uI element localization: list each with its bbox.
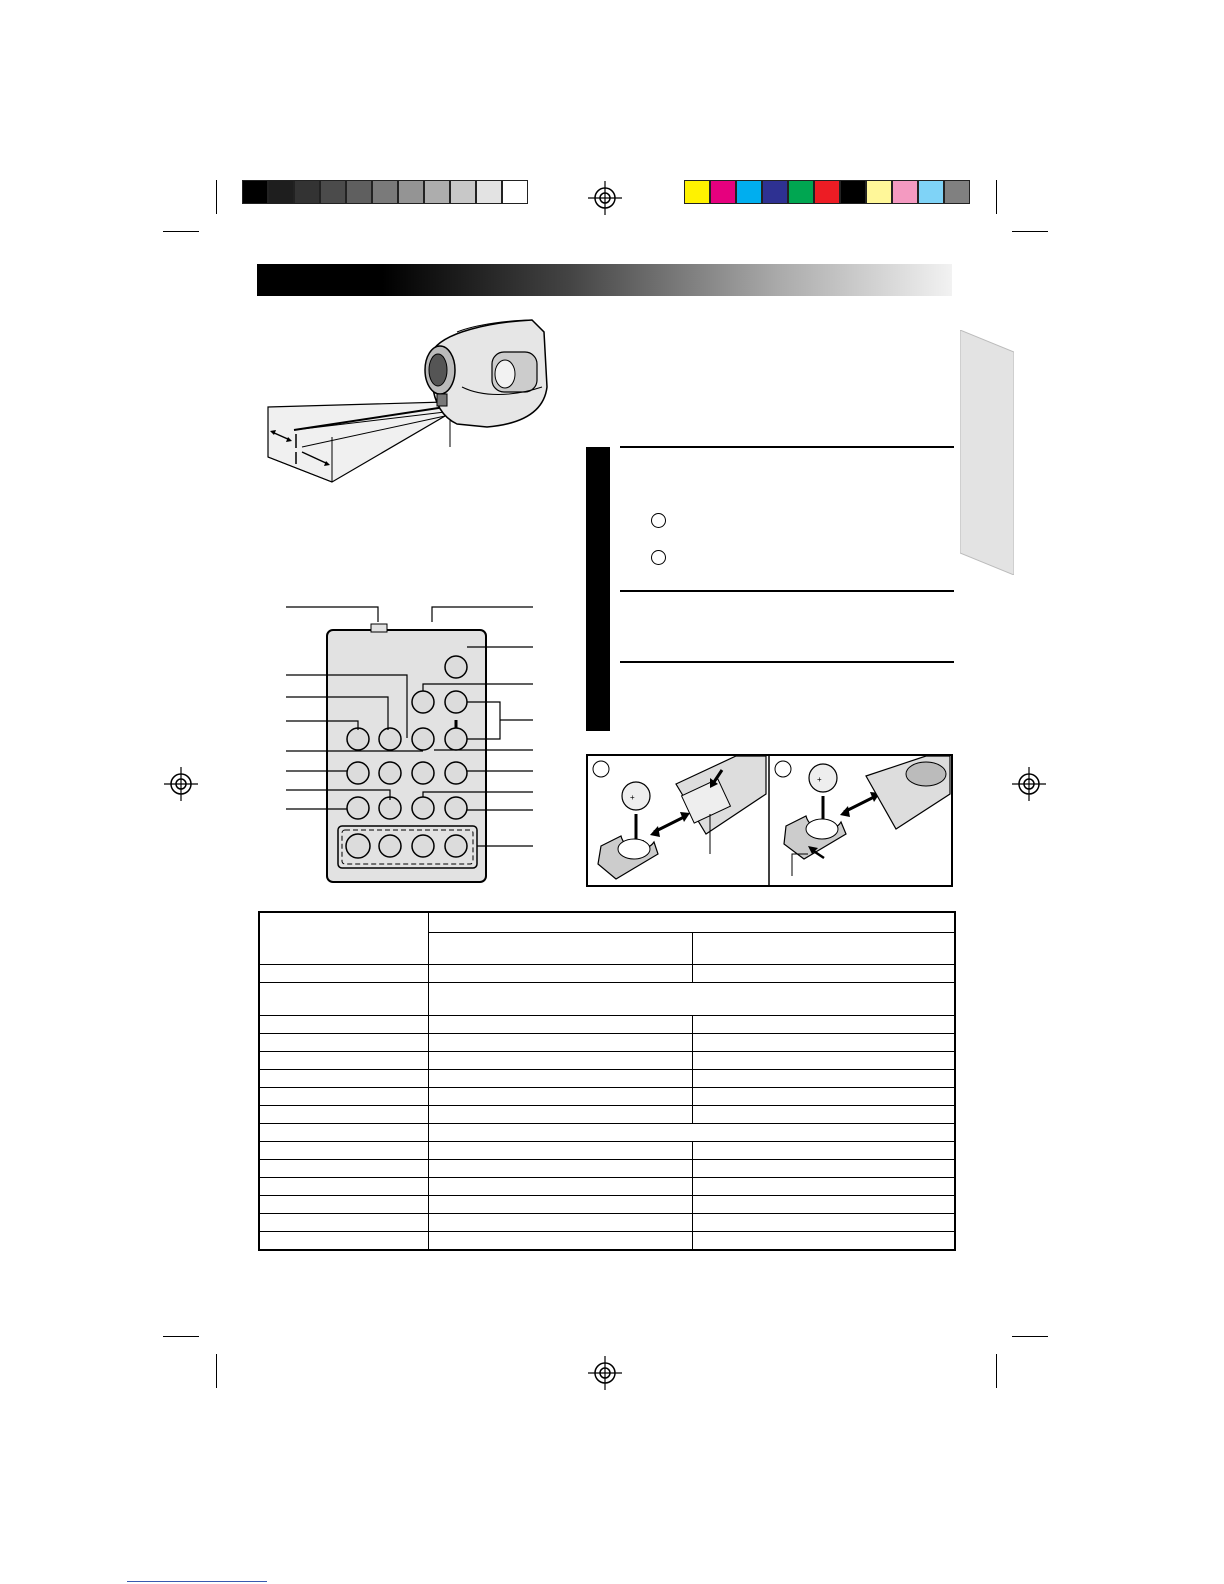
table-row — [259, 1196, 955, 1214]
color-chip — [450, 180, 476, 204]
color-chip — [736, 180, 762, 204]
remote-control-illustration — [282, 600, 537, 890]
color-chip — [294, 180, 320, 204]
table-row — [259, 1052, 955, 1070]
color-chip — [502, 180, 528, 204]
crop-mark — [996, 1354, 997, 1388]
table-row — [259, 1160, 955, 1178]
table-row — [259, 1034, 955, 1052]
table-cell — [428, 933, 692, 965]
color-chip — [918, 180, 944, 204]
color-chip — [710, 180, 736, 204]
color-chip — [346, 180, 372, 204]
table-row — [259, 965, 955, 983]
crop-mark — [163, 1336, 199, 1337]
color-chip — [762, 180, 788, 204]
step-bullet-circle — [651, 550, 666, 565]
table-cell — [692, 933, 955, 965]
svg-text:+: + — [630, 793, 635, 802]
crosshair-circle-icon — [1012, 767, 1046, 801]
color-chip — [268, 180, 294, 204]
table-row — [259, 1124, 955, 1142]
color-chip — [892, 180, 918, 204]
table-cell — [428, 912, 955, 933]
table-row — [259, 1016, 955, 1034]
color-chip — [866, 180, 892, 204]
crosshair-circle-icon — [588, 181, 622, 215]
crosshair-circle-icon — [588, 1356, 622, 1390]
camcorder-illustration — [262, 312, 562, 487]
color-chip — [372, 180, 398, 204]
step-index-bar — [586, 447, 610, 731]
crop-mark — [1012, 231, 1048, 232]
table-row — [259, 983, 955, 1016]
step-bullet-circle — [651, 513, 666, 528]
color-chip — [684, 180, 710, 204]
crop-mark — [216, 1354, 217, 1388]
specification-table — [258, 911, 956, 1251]
svg-text:+: + — [817, 775, 822, 784]
divider-rule — [620, 661, 954, 663]
section-header-bar — [257, 264, 952, 296]
table-row — [259, 1214, 955, 1232]
color-chip — [476, 180, 502, 204]
crosshair-circle-icon — [164, 767, 198, 801]
crop-mark — [216, 180, 217, 214]
table-row — [259, 1178, 955, 1196]
divider-rule — [620, 590, 954, 592]
color-chip — [242, 180, 268, 204]
divider-rule — [620, 446, 954, 448]
battery-holder-illustration — [586, 754, 953, 887]
color-chip — [788, 180, 814, 204]
footer-underline — [127, 1581, 267, 1582]
table-row — [259, 1232, 955, 1251]
side-index-tab — [960, 330, 1014, 575]
table-row — [259, 1070, 955, 1088]
color-chip — [814, 180, 840, 204]
color-chip — [840, 180, 866, 204]
table-cell — [259, 912, 428, 965]
color-chip — [320, 180, 346, 204]
crop-mark — [996, 180, 997, 214]
table-row — [259, 1142, 955, 1160]
color-chip — [424, 180, 450, 204]
table-row — [259, 1106, 955, 1124]
color-chip — [944, 180, 970, 204]
table-row — [259, 1088, 955, 1106]
color-chip — [398, 180, 424, 204]
crop-mark — [1012, 1336, 1048, 1337]
crop-mark — [163, 231, 199, 232]
